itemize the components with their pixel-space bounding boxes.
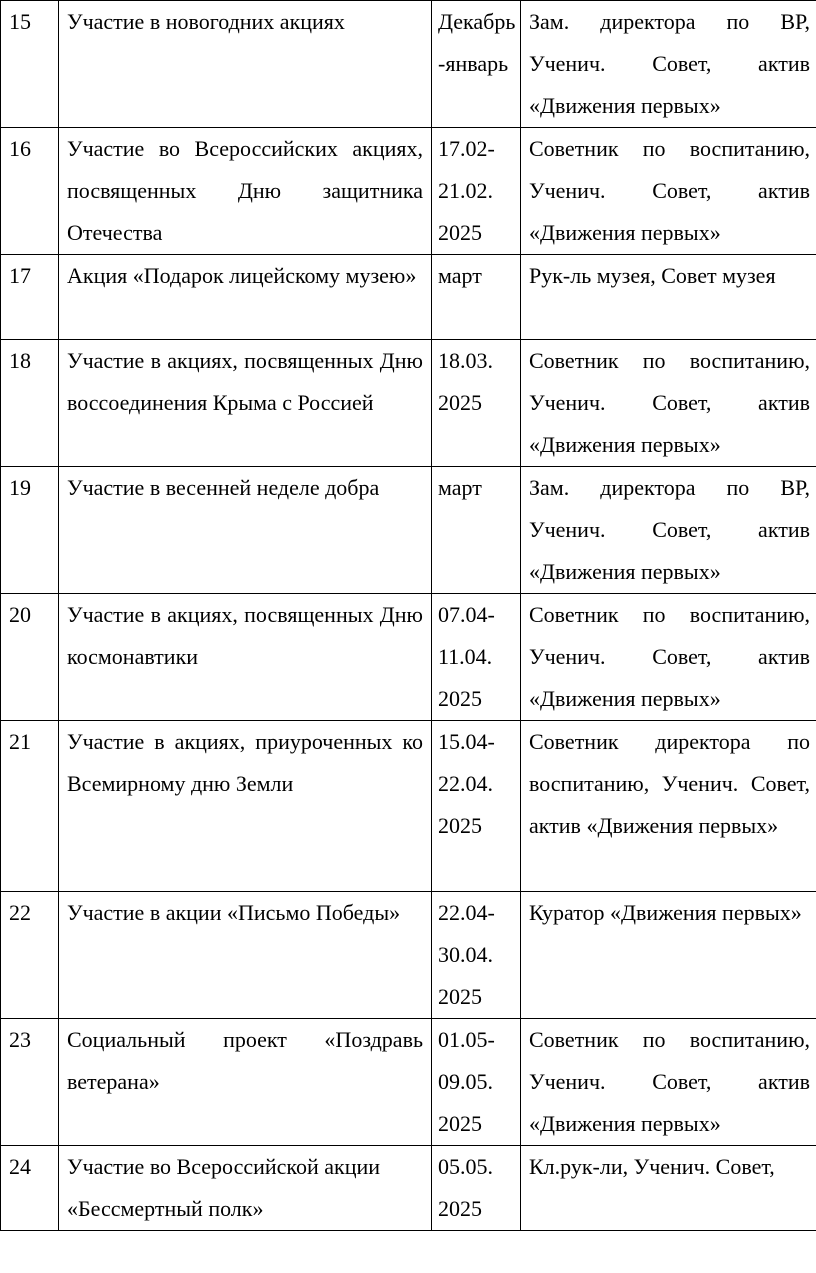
event-date: 05.05. 2025 <box>432 1146 521 1231</box>
table-row <box>1 1019 816 1146</box>
table-row <box>1 467 816 594</box>
event-responsible: Советник по воспитанию, Ученич. Совет, актив «Движения первых» <box>521 1019 816 1146</box>
event-responsible: Зам. директора по ВР, Ученич. Совет, актив «Движения первых» <box>521 1 816 128</box>
row-number: 15 <box>1 1 59 128</box>
row-number: 16 <box>1 128 59 255</box>
event-responsible: Советник по воспитанию, Ученич. Совет, актив «Движения первых» <box>521 594 816 721</box>
table-row <box>1 594 816 721</box>
row-number: 22 <box>1 892 59 1019</box>
event-name: Социальный проект «Поздравь ветерана» <box>59 1019 432 1146</box>
event-responsible: Советник директора по воспитанию, Ученич. Совет, актив «Движения первых» <box>521 721 816 892</box>
event-date: Декабрь-январь <box>432 1 521 128</box>
row-number: 23 <box>1 1019 59 1146</box>
event-name: Участие во Всероссийских акциях, посвященных Дню защитника Отечества <box>59 128 432 255</box>
table-row <box>1 255 816 340</box>
event-responsible: Куратор «Движения первых» <box>521 892 816 1019</box>
event-name: Участие во Всероссийской акции «Бессмертный полк» <box>59 1146 432 1231</box>
event-name: Участие в акциях, приуроченных ко Всемирному дню Земли <box>59 721 432 892</box>
event-name: Участие в акциях, посвященных Дню воссоединения Крыма с Россией <box>59 340 432 467</box>
event-name: Участие в акции «Письмо Победы» <box>59 892 432 1019</box>
table-row <box>1 1 816 128</box>
event-date: 07.04-11.04. 2025 <box>432 594 521 721</box>
event-name: Участие в весенней неделе добра <box>59 467 432 594</box>
row-number: 19 <box>1 467 59 594</box>
event-date: 01.05-09.05. 2025 <box>432 1019 521 1146</box>
event-date: 15.04-22.04. 2025 <box>432 721 521 892</box>
row-number: 20 <box>1 594 59 721</box>
table-row <box>1 1146 816 1231</box>
table-row <box>1 721 816 892</box>
table-row <box>1 892 816 1019</box>
event-date: 18.03. 2025 <box>432 340 521 467</box>
event-date: март <box>432 255 521 340</box>
event-name: Участие в акциях, посвященных Дню космонавтики <box>59 594 432 721</box>
event-name: Акция «Подарок лицейскому музею» <box>59 255 432 340</box>
event-responsible: Советник по воспитанию, Ученич. Совет, актив «Движения первых» <box>521 128 816 255</box>
event-date: 22.04-30.04. 2025 <box>432 892 521 1019</box>
row-number: 18 <box>1 340 59 467</box>
row-number: 21 <box>1 721 59 892</box>
row-number: 17 <box>1 255 59 340</box>
event-date: 17.02-21.02. 2025 <box>432 128 521 255</box>
table-row <box>1 340 816 467</box>
table-row <box>1 128 816 255</box>
event-name: Участие в новогодних акциях <box>59 1 432 128</box>
event-responsible: Рук-ль музея, Совет музея <box>521 255 816 340</box>
event-responsible: Зам. директора по ВР, Ученич. Совет, актив «Движения первых» <box>521 467 816 594</box>
event-date: март <box>432 467 521 594</box>
row-number: 24 <box>1 1146 59 1231</box>
event-responsible: Кл.рук-ли, Ученич. Совет, <box>521 1146 816 1231</box>
event-responsible: Советник по воспитанию, Ученич. Совет, актив «Движения первых» <box>521 340 816 467</box>
